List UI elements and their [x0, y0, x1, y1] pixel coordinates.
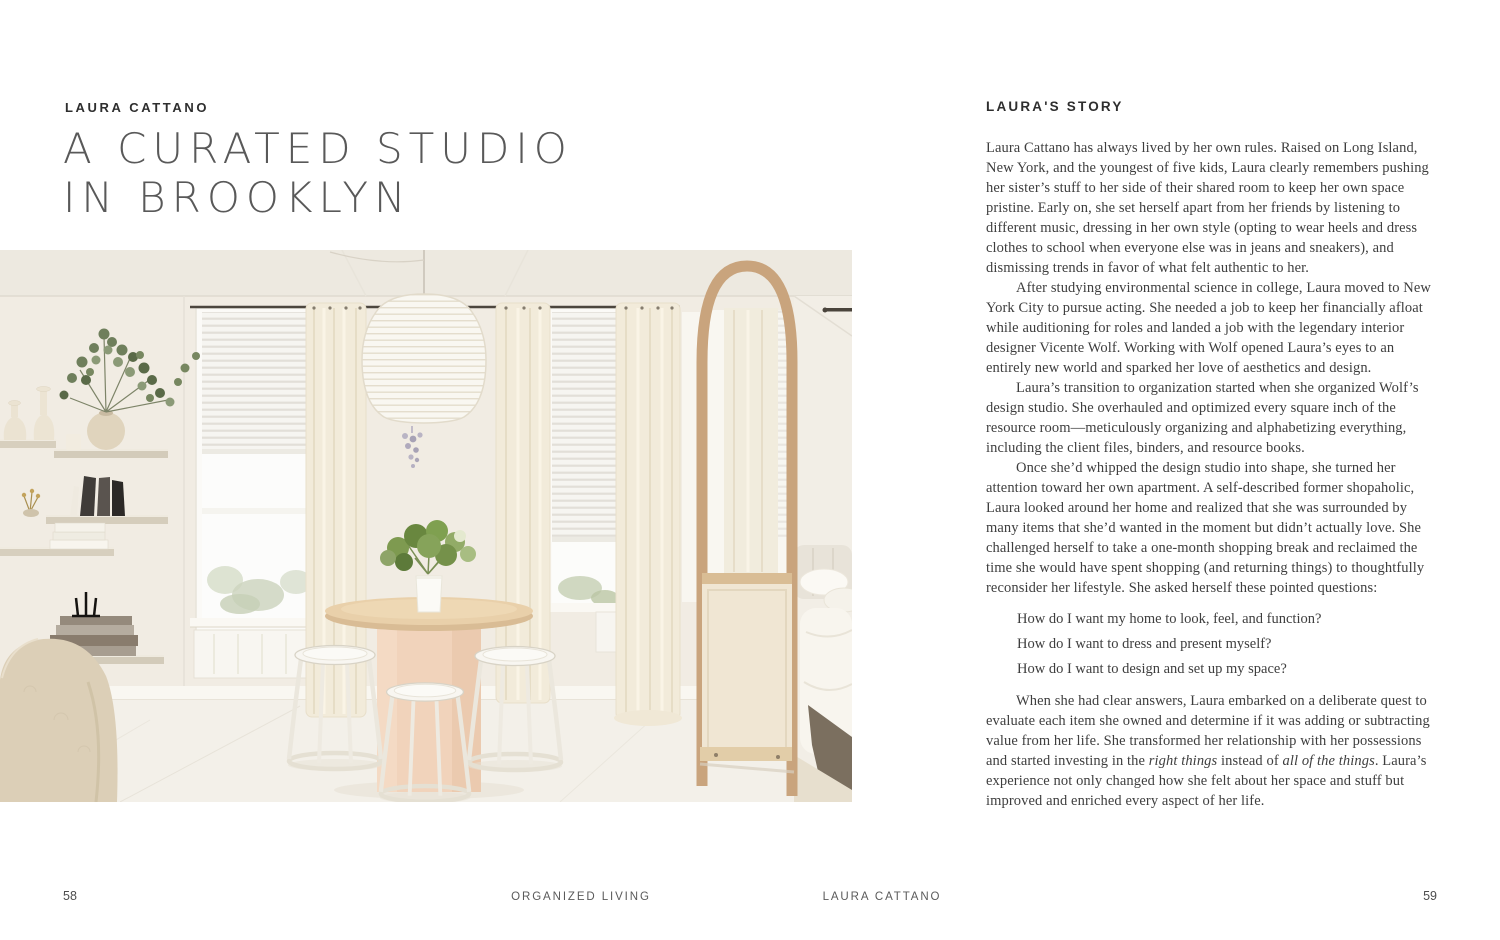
white-book-stack [50, 523, 108, 549]
closing-text: When she had clear answers, Laura embarked on a deliberate quest to evaluate each item she owned and determine if it was adding or subtracting value from her life. She transformed her relationship with her possessions and started investing in the [986, 693, 1430, 769]
chapter-title-line2: IN BROOKLYN [63, 173, 412, 222]
story-body [986, 138, 1438, 811]
running-title-book: ORGANIZED LIVING [511, 891, 651, 903]
running-title-chapter: LAURA CATTANO [822, 891, 942, 903]
paragraph-2: After studying environmental science in college, Laura moved to New York City to pursue acting. She needed a job to keep her financially afloat while auditioning for roles and landed a job with the legendary interior designer Vicente Wolf. Working with Wolf opened Laura’s eyes to an entirely new world and sparked her love of aesthetics and design. [986, 280, 1431, 376]
curtain-center [496, 303, 550, 703]
bedroom-curtain-rod [824, 308, 852, 312]
chapter-title [63, 124, 573, 222]
closing-text: . Laura’s experience not only changed how she felt about her space and stuff but improved and enriched every aspect of her life. [986, 753, 1427, 809]
paragraph-closing [986, 691, 1438, 811]
paragraph-4: Once she’d whipped the design studio into shape, she turned her attention toward her own apartment. A self-described former shopaholic, Laura looked around her home and realized that she was surrounded by many items that she’d wanted in the moment but didn’t actually love. She challenged herself to take a one-month shopping break and reclaimed the time she would have spent shopping (and returning things) to thoughtfully reconsider her lifestyle. She asked herself these pointed questions: [986, 460, 1425, 596]
studio-photo-illustration [0, 250, 852, 802]
story-column [986, 99, 1438, 811]
closing-text: instead of [1217, 753, 1283, 769]
page-number-left: 58 [63, 889, 77, 903]
studio-photo [0, 250, 852, 802]
curtain-right [614, 303, 682, 726]
closing-italic-1: right things [1148, 753, 1218, 769]
window-left [190, 308, 324, 632]
curtain-behind-arch [724, 308, 778, 575]
page-number-right: 59 [1423, 889, 1437, 903]
chapter-eyebrow: LAURA CATTANO [65, 100, 210, 115]
bedroom-nook [794, 296, 852, 802]
question-item: How do I want to design and set up my space? [1017, 661, 1287, 677]
window-center [544, 308, 624, 612]
chapter-title-line1: A CURATED STUDIO [63, 124, 573, 173]
paragraph-3: Laura’s transition to organization started when she organized Wolf’s design studio. She overhauled and optimized every square inch of the resource room—meticulously organizing and alphabetizing everything, including the client files, binders, and resource books. [986, 380, 1419, 456]
question-list [1017, 607, 1438, 682]
paragraph-1: Laura Cattano has always lived by her own rules. Raised on Long Island, New York, and the youngest of five kids, Laura clearly remembers pushing her sister’s stuff to her side of their shared room to keep her own space pristine. Early on, she set herself apart from her friends by listening to different music, dressing in her own style (opting to wear heels and dress clothes to school when everyone else was in jeans and sneakers), and dismissing trends in favor of what felt authentic to her. [986, 140, 1429, 276]
closing-italic-2: all of the things [1282, 753, 1375, 769]
question-item: How do I want my home to look, feel, and function? [1017, 611, 1322, 627]
story-heading: LAURA'S STORY [986, 99, 1124, 114]
question-item: How do I want to dress and present myself? [1017, 636, 1272, 652]
